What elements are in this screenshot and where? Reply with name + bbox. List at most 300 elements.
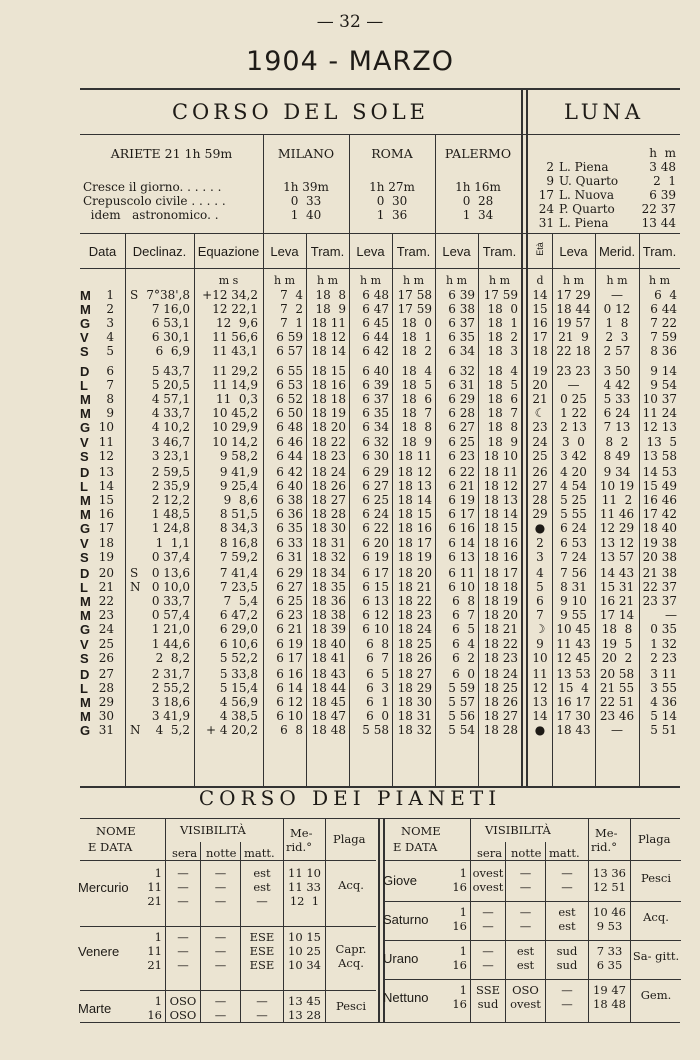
day-number: 28 [98, 681, 114, 696]
moon-set: 3 55 [650, 681, 677, 696]
equation: 7 41,4 [219, 566, 258, 580]
milano-val-2: 0 33 [290, 194, 322, 208]
palermo-val-1: 1h 16m [455, 180, 501, 194]
moon-meridian: — [611, 288, 623, 302]
planet-row-line [385, 901, 681, 902]
weekday: G [80, 723, 91, 739]
planet-notte: — [214, 1008, 227, 1022]
planet-date: 16 [452, 958, 467, 972]
moon-set: 11 24 [642, 406, 677, 421]
equation: 11 43,1 [212, 344, 258, 359]
equation: 10 14,2 [212, 434, 258, 449]
planet-header-line [385, 860, 681, 861]
moon-set: 19 38 [642, 535, 677, 550]
roma-transit: 18 30 [397, 695, 432, 710]
day-number: 30 [98, 709, 114, 724]
moon-age: 29 [532, 507, 548, 522]
moon-age: 12 [532, 681, 548, 696]
weekday: L [80, 681, 88, 697]
milano-rise: 6 50 [276, 406, 303, 421]
palermo-rise: 6 14 [448, 535, 475, 550]
moon-set: 4 36 [650, 695, 677, 710]
planet-h-edata: E DATA [393, 840, 438, 854]
moon-meridian: 14 43 [599, 566, 635, 580]
milano-rise: 6 55 [276, 364, 303, 378]
planet-date: 1 [459, 944, 467, 958]
milano-transit: 18 44 [311, 681, 346, 696]
day-number: 31 [98, 723, 114, 738]
planet-meridian: 7 33 [596, 944, 623, 958]
milano-transit: 18 48 [311, 723, 346, 738]
moon-set: — [665, 608, 677, 623]
planet-row-line [385, 940, 681, 941]
decl-sign: S [130, 288, 139, 302]
day-row [80, 536, 680, 550]
milano-transit: 18 8 [315, 288, 346, 302]
planet-h-notte: notte [206, 846, 237, 860]
moon-age: 16 [532, 316, 548, 331]
milano-rise: 6 16 [276, 667, 303, 681]
milano-transit: 18 31 [311, 535, 346, 550]
equation: 12 22,1 [212, 302, 258, 317]
day-row [80, 344, 680, 358]
moon-meridian: 9 34 [603, 465, 631, 479]
weekday: L [80, 378, 88, 394]
milano-rise: 6 57 [276, 344, 303, 359]
day-row [80, 406, 680, 420]
equation: 11 0,3 [216, 392, 258, 407]
moon-rise: 7 56 [560, 566, 587, 580]
moon-meridian: 22 51 [599, 695, 635, 710]
palermo-transit: 18 16 [483, 549, 518, 564]
declination: 1 21,0 [151, 622, 190, 637]
roma-transit: 18 25 [397, 636, 432, 651]
planet-name: Urano [383, 951, 419, 966]
moon-set: 5 51 [650, 723, 677, 738]
equation: + 4 20,2 [205, 723, 258, 738]
moon-meridian: 15 31 [599, 580, 635, 595]
milano-rise: 6 53 [276, 378, 303, 393]
weekday: M [80, 392, 91, 408]
palermo-transit: 17 59 [483, 288, 518, 302]
day-number: 12 [98, 448, 114, 463]
roma-transit: 18 22 [397, 594, 432, 609]
moon-age: 20 [532, 378, 548, 393]
moon-rise: 18 43 [556, 723, 591, 738]
moon-meridian: 20 2 [601, 650, 633, 665]
moon-set: 1 32 [650, 636, 677, 651]
roma-rise: 6 45 [362, 316, 389, 331]
planet-date: 1 [154, 930, 162, 944]
palermo-rise: 6 21 [448, 479, 475, 494]
declination: 4 33,7 [151, 406, 190, 421]
day-row [80, 479, 680, 493]
column-header-11: Merid. [598, 244, 636, 259]
roma-rise: 6 44 [362, 330, 389, 345]
palermo-transit: 18 11 [483, 465, 518, 479]
day-row [80, 330, 680, 344]
planet-plaga: Capr. Acq. [335, 942, 367, 970]
moon-meridian: 13 57 [599, 549, 635, 564]
units-row [80, 274, 680, 288]
planet-date: 16 [452, 880, 467, 894]
roma-rise: 6 19 [362, 549, 389, 564]
moon-age: ☽ [534, 622, 546, 637]
moon-rise: 10 45 [556, 622, 591, 637]
day-number: 3 [106, 316, 114, 331]
roma-transit: 18 4 [401, 364, 432, 378]
planet-date: 16 [452, 919, 467, 933]
palermo-rise: 6 7 [452, 608, 475, 623]
planet-sera: — [177, 944, 189, 958]
palermo-transit: 18 7 [487, 406, 518, 421]
moon-phase-name: U. Quarto [559, 174, 619, 188]
planet-sera: OSO [169, 1008, 197, 1022]
day-number: 2 [106, 302, 114, 317]
moon-age: 19 [532, 364, 548, 378]
moon-age: 18 [532, 344, 548, 359]
planet-notte: — [214, 958, 227, 972]
palermo-transit: 18 0 [487, 302, 518, 317]
day-row [80, 594, 680, 608]
equation: 6 10,6 [219, 636, 258, 651]
planet-notte: — [519, 905, 532, 919]
moon-phase-time: 6 39 [649, 188, 676, 202]
palermo-rise: 6 27 [448, 420, 475, 435]
planet-notte: ovest [510, 997, 541, 1011]
sun-table [80, 88, 680, 790]
planet-matt: est [558, 905, 576, 919]
milano-transit: 18 38 [311, 608, 346, 623]
moon-set: 15 49 [642, 479, 677, 494]
palermo-rise: 5 54 [448, 723, 475, 738]
moon-phase-day: 17 [538, 188, 554, 202]
planet-name: Mercurio [78, 880, 129, 895]
milano-transit: 18 40 [311, 636, 346, 651]
weekday: V [80, 535, 89, 551]
palermo-rise: 6 16 [448, 521, 475, 536]
roma-transit: 18 2 [401, 344, 432, 359]
milano-transit: 18 12 [311, 330, 346, 345]
moon-phase-name: L. Nuova [559, 188, 614, 202]
planet-plaga: Acq. [643, 910, 669, 924]
moon-meridian: 10 19 [599, 479, 635, 494]
roma-rise: 6 27 [362, 479, 389, 494]
milano-rise: 6 35 [276, 521, 303, 536]
roma-rise: 6 34 [362, 420, 389, 435]
milano-transit: 18 22 [311, 434, 346, 449]
milano-transit: 18 43 [311, 667, 346, 681]
day-row [80, 435, 680, 449]
day-number: 1 [106, 288, 114, 302]
decl-sign: N [130, 723, 141, 738]
palermo-transit: 18 23 [483, 650, 518, 665]
planet-h-notte: notte [511, 846, 542, 860]
planet-meridian: 13 28 [288, 1008, 321, 1022]
milano-val-3: 1 40 [290, 208, 322, 222]
palermo-transit: 18 2 [487, 330, 518, 345]
planet-sera: ovest [472, 880, 504, 894]
planet-date: 1 [154, 994, 162, 1008]
planet-notte: — [214, 994, 227, 1008]
palermo-transit: 18 5 [487, 378, 518, 393]
declination: 4 5,2 [155, 723, 190, 738]
milano-rise: 6 40 [276, 479, 303, 494]
planet-notte: — [519, 866, 532, 880]
equation: 5 52,2 [219, 650, 258, 665]
moon-phase-name: L. Piena [559, 216, 609, 230]
palermo-transit: 18 24 [483, 667, 518, 681]
moon-rise: 5 55 [560, 507, 587, 522]
milano-rise: 6 19 [276, 636, 303, 651]
palermo-rise: 6 31 [448, 378, 475, 393]
palermo-transit: 18 25 [483, 681, 518, 696]
moon-rise: 9 55 [560, 608, 587, 623]
roma-rise: 6 1 [366, 695, 389, 710]
day-row [80, 392, 680, 406]
day-row [80, 493, 680, 507]
moon-set: 13 58 [642, 448, 677, 463]
column-header-8: Tram. [482, 244, 517, 259]
planet-matt: — [256, 894, 268, 908]
column-header-2: Equazione [197, 244, 260, 259]
moon-phase-day: 31 [538, 216, 554, 230]
palermo-rise: 6 37 [448, 316, 475, 331]
planet-name: Giove [383, 873, 417, 888]
roma-rise: 6 22 [362, 521, 389, 536]
declination: 3 46,7 [151, 434, 190, 449]
moon-meridian: 4 42 [603, 378, 631, 393]
planet-header-line [80, 860, 376, 861]
roma-transit: 18 8 [401, 420, 432, 435]
moon-set: 10 37 [642, 392, 677, 407]
column-header-12: Tram. [642, 244, 677, 259]
milano-rise: 6 27 [276, 580, 303, 595]
planet-sera: — [177, 866, 189, 880]
milano-transit: 18 30 [311, 521, 346, 536]
planet-meridian: 10 25 [288, 944, 321, 958]
roma-transit: 18 17 [397, 535, 432, 550]
declination: 0 10,0 [151, 580, 190, 595]
palermo-rise: 6 8 [452, 594, 475, 609]
declination: 4 10,2 [151, 420, 190, 435]
moon-meridian: 16 21 [599, 594, 635, 609]
planet-h-matt: matt. [244, 846, 275, 860]
moon-meridian: 23 46 [599, 709, 635, 724]
column-header-5: Leva [356, 244, 385, 259]
palermo-rise: 6 0 [452, 667, 475, 681]
declination: 3 23,1 [151, 448, 190, 463]
weekday: V [80, 636, 89, 652]
roma-transit: 18 29 [397, 681, 432, 696]
declination: 6 53,1 [151, 316, 190, 331]
planet-notte: — [214, 944, 227, 958]
planet-h-sera: sera [172, 846, 198, 860]
moon-age: ● [534, 723, 546, 738]
milano-rise: 7 2 [280, 302, 303, 317]
day-number: 4 [106, 330, 114, 345]
day-row [80, 651, 680, 665]
moon-age: 11 [532, 667, 548, 681]
equation: 12 9,6 [216, 316, 258, 331]
planet-notte: — [214, 866, 227, 880]
planet-matt: sud [556, 944, 578, 958]
milano-rise: 6 8 [280, 723, 303, 738]
planet-notte: est [516, 944, 535, 958]
moon-set: 2 23 [650, 650, 677, 665]
weekday: G [80, 316, 91, 332]
declination: 0 33,7 [151, 594, 190, 609]
roma-transit: 18 1 [401, 330, 432, 345]
milano-rise: 6 17 [276, 650, 303, 665]
planet-meridian: 11 10 [288, 866, 321, 880]
milano-rise: 6 23 [276, 608, 303, 623]
equation: 7 5,4 [223, 594, 258, 609]
day-row [80, 378, 680, 392]
roma-rise: 6 39 [362, 378, 389, 393]
moon-rise: 19 57 [556, 316, 591, 331]
roma-rise: 6 8 [366, 636, 389, 651]
weekday: V [80, 330, 89, 346]
planet-notte: est [516, 958, 535, 972]
declination: 2 35,9 [151, 479, 190, 494]
moon-rise: — [567, 378, 580, 393]
roma-rise: 6 40 [362, 364, 389, 378]
unit-0: m s [218, 274, 239, 287]
page-title: 1904 - MARZO [246, 46, 454, 77]
planets-table [80, 818, 680, 1023]
equation: 9 8,6 [223, 493, 258, 508]
moon-rise: 4 54 [560, 479, 587, 494]
declination: 1 1,1 [155, 535, 190, 550]
moon-rise: 7 24 [560, 549, 587, 564]
palermo-transit: 18 13 [483, 493, 518, 508]
planet-plaga: Sa- gitt. [632, 949, 680, 963]
planet-sera: — [177, 894, 189, 908]
weekday: D [80, 667, 90, 682]
weekday: M [80, 406, 91, 422]
moon-rise: 5 25 [560, 493, 587, 508]
roma-rise: 6 12 [362, 608, 389, 623]
moon-rise: 3 0 [562, 434, 585, 449]
milano-rise: 6 12 [276, 695, 303, 710]
roma-rise: 6 37 [362, 392, 389, 407]
unit-7: d [536, 274, 544, 287]
moon-set: 8 36 [650, 344, 677, 359]
roma-rise: 6 47 [362, 302, 389, 317]
moon-meridian: 8 2 [605, 434, 629, 449]
roma-rise: 6 35 [362, 406, 389, 421]
day-row [80, 608, 680, 622]
roma-rise: 6 48 [362, 288, 389, 302]
planet-matt: est [253, 880, 271, 894]
planet-matt: — [561, 997, 573, 1011]
planet-row-line [80, 926, 376, 927]
unit-10: h m [648, 274, 670, 287]
moon-meridian: 2 57 [603, 344, 631, 359]
planet-h-vis: VISIBILITÀ [485, 823, 551, 837]
planet-sera: — [482, 944, 494, 958]
day-number: 24 [98, 622, 114, 637]
roma-transit: 18 31 [397, 709, 432, 724]
roma-transit: 18 19 [397, 549, 432, 564]
weekday: G [80, 420, 91, 436]
planet-h-nome: NOME [401, 824, 441, 838]
moon-set: 17 42 [642, 507, 677, 522]
weekday: S [80, 448, 89, 464]
moon-rise: 15 4 [558, 681, 589, 696]
planet-matt: — [256, 1008, 268, 1022]
moon-age: 6 [536, 594, 544, 609]
milano-transit: 18 39 [311, 622, 346, 637]
moon-rise: 0 25 [560, 392, 587, 407]
day-number: 6 [106, 364, 114, 378]
milano-rise: 6 14 [276, 681, 303, 696]
day-row [80, 521, 680, 535]
planet-plaga: Gem. [640, 988, 672, 1002]
moon-rise: 23 23 [556, 364, 591, 378]
equation: 5 33,8 [219, 667, 258, 681]
planet-h-plaga: Plaga [333, 832, 366, 846]
planets-heading: CORSO DEI PIANETI [198, 786, 502, 810]
day-number: 19 [98, 549, 114, 564]
palermo-transit: 18 20 [483, 608, 518, 623]
weekday: M [80, 608, 91, 624]
day-row [80, 420, 680, 434]
moon-rise: 1 22 [560, 406, 587, 421]
city-roma: ROMA [371, 146, 413, 161]
roma-transit: 18 6 [401, 392, 432, 407]
weekday: S [80, 650, 89, 666]
day-number: 23 [98, 608, 114, 623]
moon-set: 0 35 [650, 622, 677, 637]
moon-meridian: 8 49 [603, 448, 631, 463]
weekday: D [80, 465, 90, 480]
moon-meridian: 11 2 [601, 493, 633, 508]
milano-transit: 18 20 [311, 420, 346, 435]
column-header-10: Leva [559, 244, 588, 259]
moon-age: ☾ [534, 406, 546, 421]
weekday: V [80, 434, 89, 450]
moon-phase-day: 2 [546, 160, 554, 174]
moon-age: 9 [536, 636, 544, 651]
milano-transit: 18 28 [311, 507, 346, 522]
moon-set: 6 4 [654, 288, 677, 302]
planet-h-sera: sera [477, 846, 503, 860]
moon-meridian: 18 8 [601, 622, 633, 637]
day-label-3: idem astronomico. . [83, 208, 219, 222]
moon-meridian: 11 46 [599, 507, 635, 522]
moon-set: 16 46 [642, 493, 677, 508]
unit-8: h m [562, 274, 584, 287]
day-number: 14 [98, 479, 114, 494]
declination: 2 55,2 [151, 681, 190, 696]
palermo-transit: 18 8 [487, 420, 518, 435]
equation: 8 16,8 [219, 535, 258, 550]
moon-set: 20 38 [642, 549, 677, 564]
milano-transit: 18 47 [311, 709, 346, 724]
day-number: 20 [98, 566, 114, 580]
declination: 0 57,4 [151, 608, 190, 623]
moon-meridian: 7 13 [603, 420, 631, 435]
roma-transit: 18 32 [397, 723, 432, 738]
moon-phase-name: L. Piena [559, 160, 609, 174]
palermo-rise: 6 25 [448, 434, 475, 449]
weekday: D [80, 566, 90, 581]
weekday: S [80, 344, 89, 360]
unit-5: h m [445, 274, 467, 287]
equation: 5 15,4 [219, 681, 258, 696]
